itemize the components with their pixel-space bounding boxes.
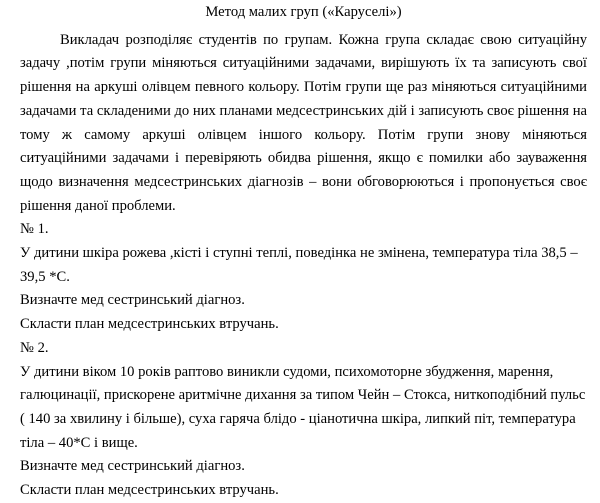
task-2-question-diagnosis: Визначте мед сестринський діагноз. [20,458,245,475]
intro-paragraph: Викладач розподіляє студентів по групам. Кожна група складає свою ситуаційну задачу ,потім групи міняються ситуаційними задачами, вирішують їх та записують свої рішення на аркуші олівцем певного кольору. Потім групи ще раз міняються ситуаційними задачами та складеними до них планами медсестринських дій і записують своє рішення на тому ж самому аркуші олівцем іншого кольору. Потім групи знову міняються ситуаційними задачами і перевіряють обидва рішення, якщо є помилки або зауваження щодо визначення медсестринських діагнозів – вони обговорюються і пропонується своє рішення даної проблеми. [20,31,587,214]
task-1-question-diagnosis: Визначте мед сестринський діагноз. [20,292,245,309]
task-2-number: № 2. [20,339,49,356]
document-title: Метод малих груп («Каруселі») [205,4,402,20]
task-1-number: № 1. [20,221,49,238]
task-1 [20,218,587,337]
task-2-question-plan: Скласти план медсестринських втручань. [20,482,279,499]
task-1-question-plan: Скласти план медсестринських втручань. [20,316,279,333]
task-2 [20,337,587,503]
task-2-text: У дитини віком 10 років раптово виникли судоми, психомоторне збудження, марення, галюцинації, прискорене аритмічне дихання за типом Чейн – Стокса, ниткоподібний пульс ( 140 за хвилину і більше), суха гаряча блідо - ціанотична шкіра, липкий піт, температура тіла – 40*С і вище. [20,363,586,451]
task-1-text: У дитини шкіра рожева ,кісті і ступні теплі, поведінка не змінена, температура тіла 38,5 – 39,5 *С. [20,245,578,285]
